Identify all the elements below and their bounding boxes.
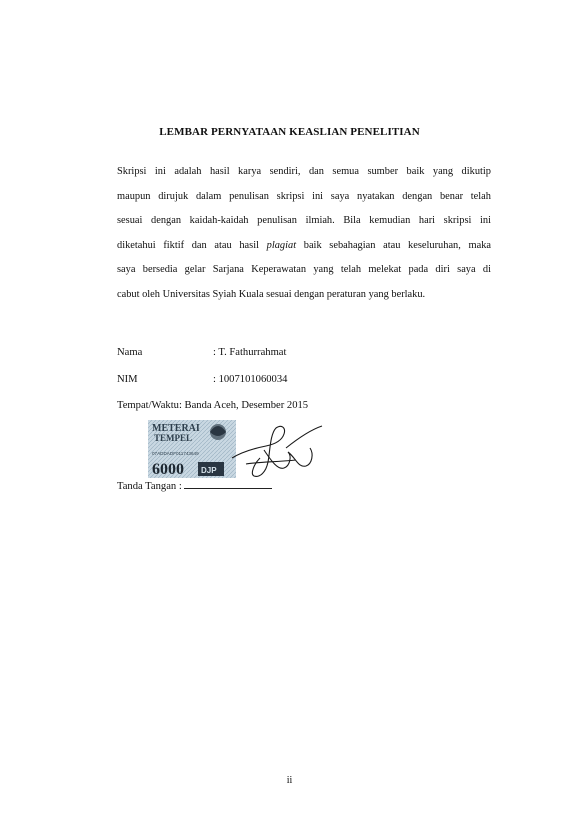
signature-underline [184,479,272,489]
nim-value: : 1007101060034 [213,374,288,385]
statement-paragraph [117,160,491,307]
stamp-line1: METERAI [152,423,200,434]
nama-label: Nama [117,347,143,358]
signature-icon [232,426,322,476]
paragraph-text: diketahui fiktif dan atau hasil [117,239,259,251]
signature-field [117,479,272,492]
paragraph-line: saya bersedia gelar Sarjana Keperawatan yang telah melekat pada diri saya di [117,264,491,275]
plagiat-italic: plagiat [266,239,297,251]
stamp-amount: 6000 [152,461,184,478]
paragraph-text: baik sebahagian atau keseluruhan, maka [303,239,492,251]
page-number: ii [286,775,293,786]
stamp-and-signature [146,418,326,486]
paragraph-line [117,234,491,259]
stamp-line2: TEMPEL [154,433,193,443]
nama-value: : T. Fathurrahmat [213,347,287,358]
signature-label: Tanda Tangan : [117,481,182,492]
nim-label: NIM [117,374,138,385]
meterai-stamp [146,418,326,486]
page-title: LEMBAR PERNYATAAN KEASLIAN PENELITIAN [159,126,420,138]
paragraph-line: Skripsi ini adalah hasil karya sendiri, dan semua sumber baik yang dikutip [117,166,491,177]
stamp-code: 07ADDADF011743649 [152,451,199,456]
paragraph-line: cabut oleh Universitas Syiah Kuala sesuai dengan peraturan yang berlaku. [117,288,426,300]
paragraph-line: sesuai dengan kaidah-kaidah penulisan ilmiah. Bila kemudian hari skripsi ini [117,215,491,226]
garuda-emblem-icon [210,424,226,440]
stamp-currency: DJP [201,466,217,475]
tempat-waktu: Tempat/Waktu: Banda Aceh, Desember 2015 [117,400,309,411]
paragraph-line: maupun dirujuk dalam penulisan skripsi ini saya nyatakan dengan benar telah [117,190,491,202]
